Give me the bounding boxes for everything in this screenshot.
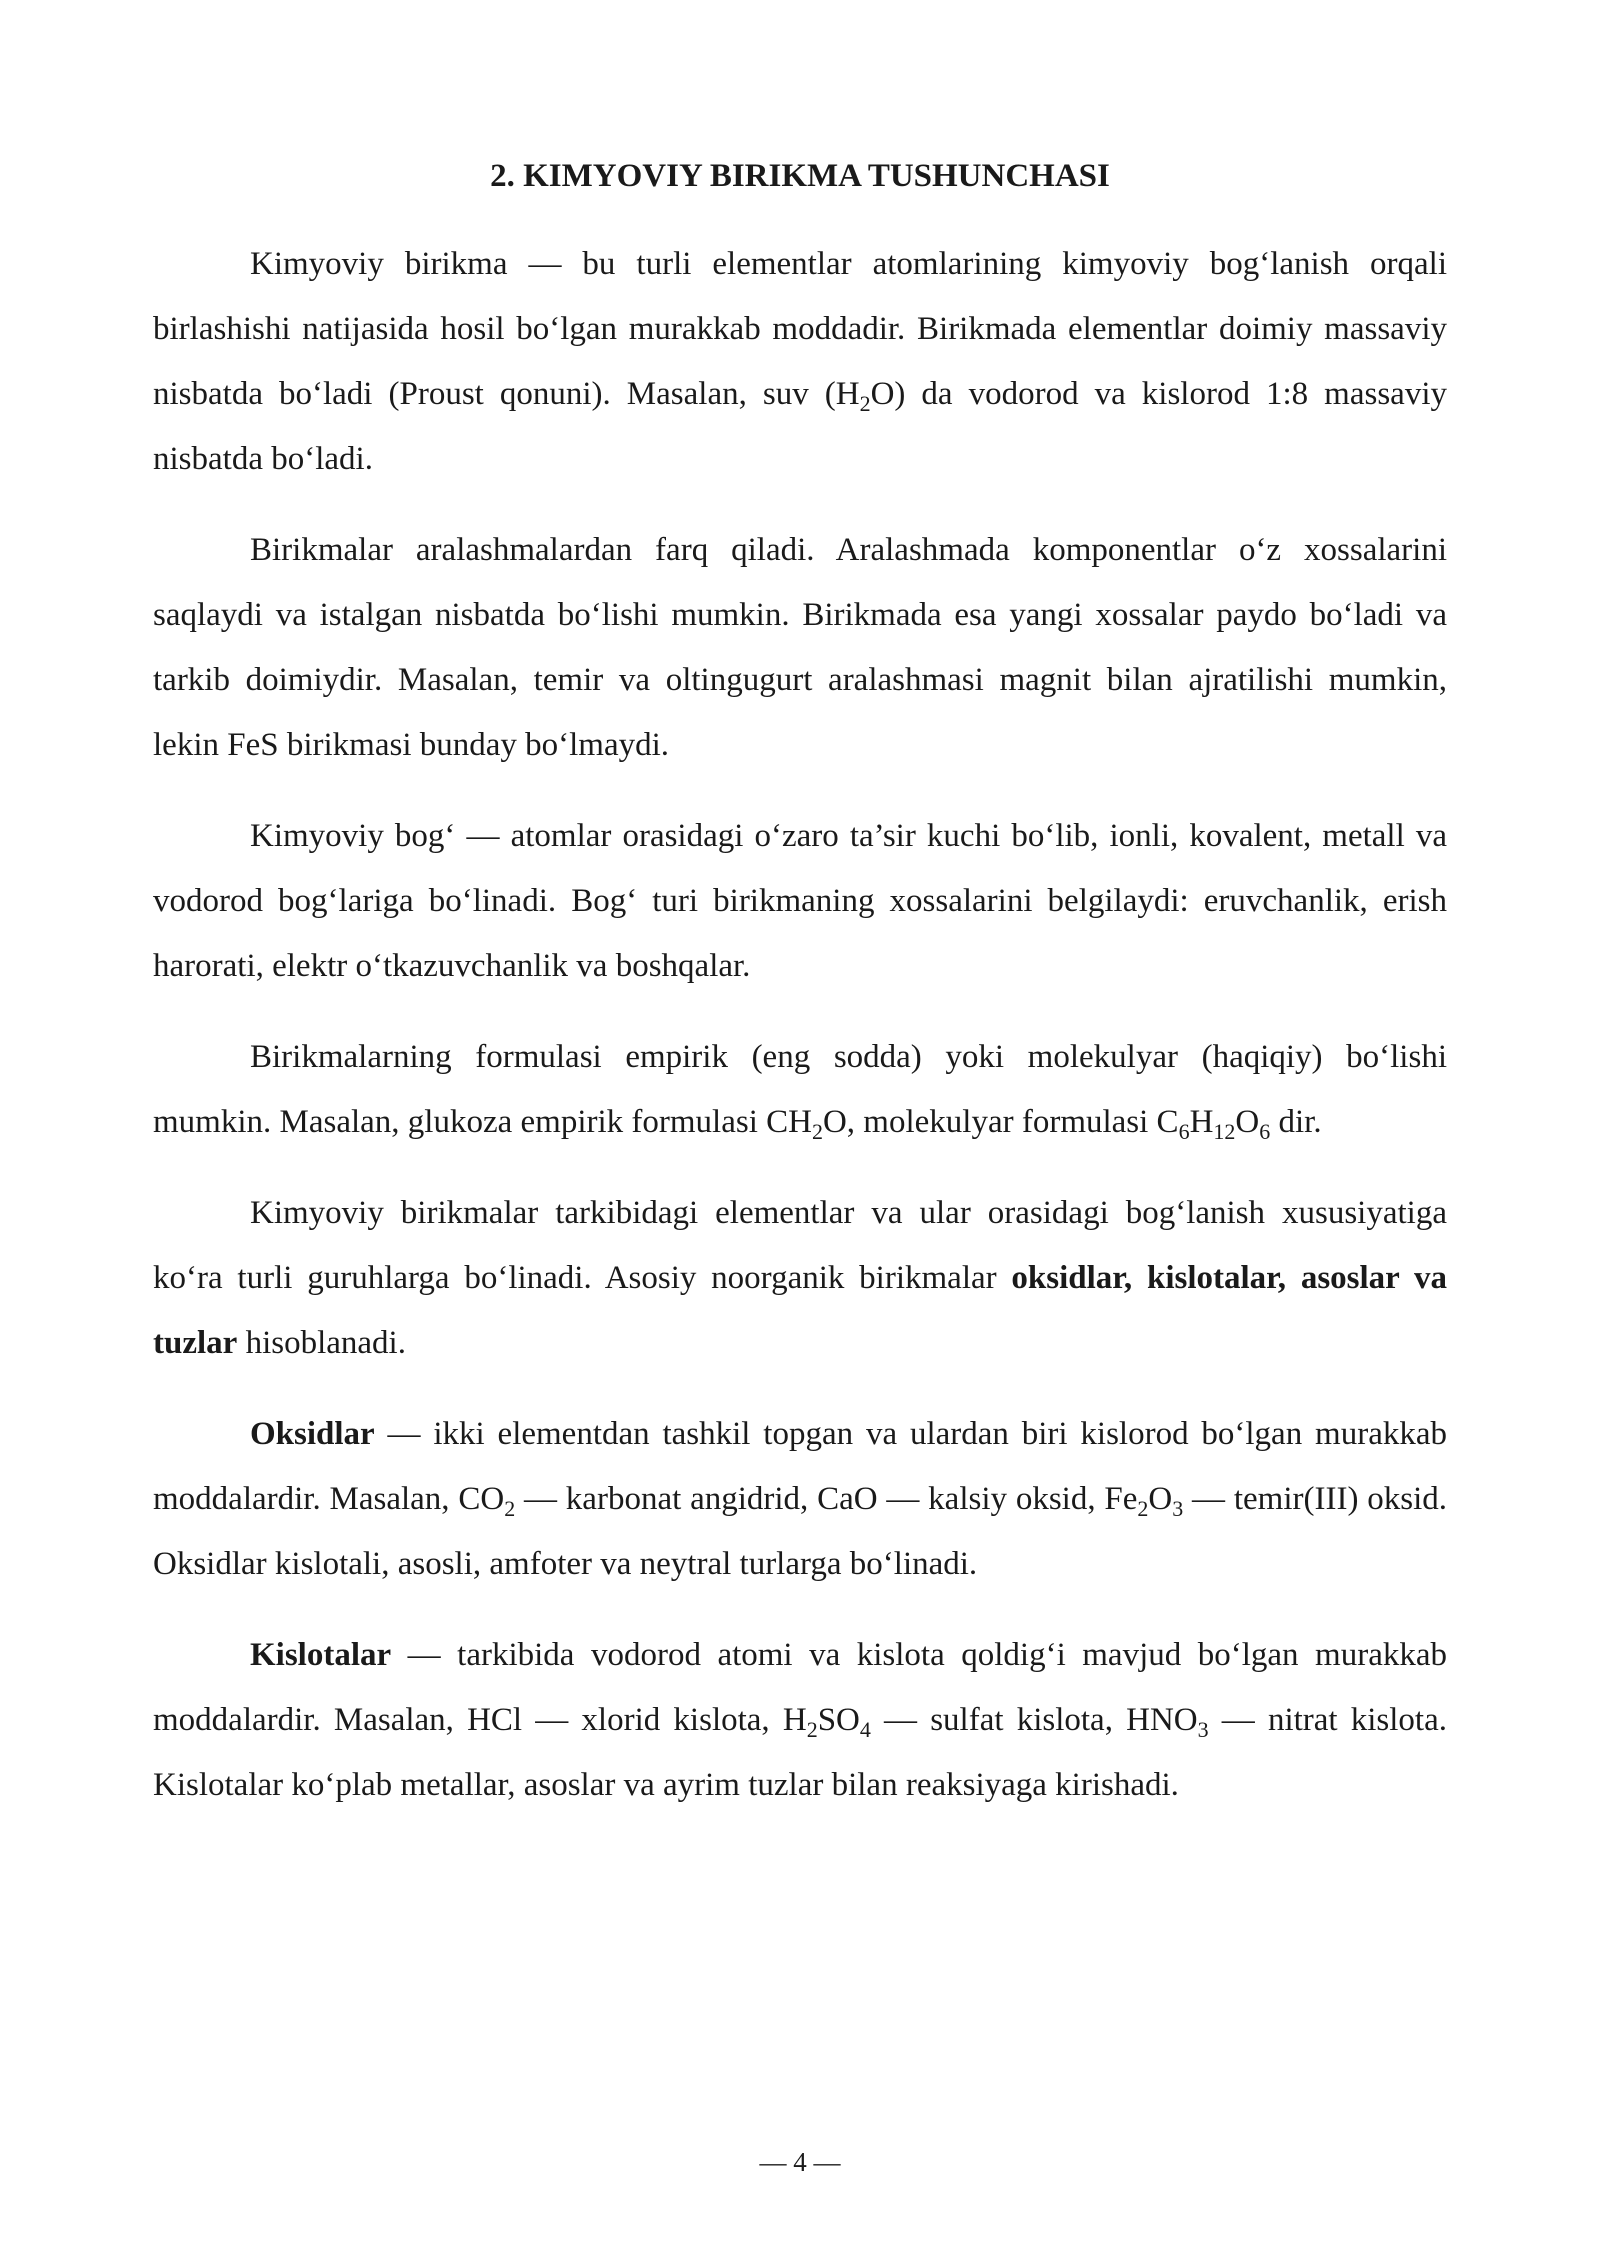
paragraph-compound-definition: Kimyoviy birikma — bu turli elementlar atomlarining kimyoviy bog‘lanish orqali birlashishi natijasida hosil bo‘lgan murakkab moddadir. Birikmada elementlar doimiy massaviy nisbatda bo‘ladi (Proust qonuni). Masalan, suv $(H_2O)$ da vodorod va kislorod 1:8 massaviy nisbatda bo‘ladi. xyxy=(153,246,1447,477)
section-title: 2. KIMYOVIY BIRIKMA TUSHUNCHASI xyxy=(490,158,1110,194)
paragraph-mixtures: Birikmalar aralashmalardan farq qiladi. Aralashmada komponentlar o‘z xossalarini saqlaydi va istalgan nisbatda bo‘lishi mumkin. Birikmada esa yangi xossalar paydo bo‘ladi va tarkib doimiydir. Masalan, temir va oltingugurt aralashmasi magnit bilan ajratilishi mumkin, lekin FeS birikmasi bunday bo‘lmaydi. xyxy=(153,532,1447,763)
paragraph-formulas: Birikmalarning formulasi empirik (eng sodda) yoki molekulyar (haqiqiy) bo‘lishi mumkin. Masalan, glukoza empirik formulasi $CH_2O$, molekulyar formulasi $C_6H_{12}O_6$ dir. xyxy=(153,1039,1447,1144)
paragraph-chemical-bond: Kimyoviy bog‘ — atomlar orasidagi o‘zaro ta’sir kuchi bo‘lib, ionli, kovalent, metall va vodorod bog‘lariga bo‘linadi. Bog‘ turi birikmaning xossalarini belgilaydi: eruvchanlik, erish harorati, elektr o‘tkazuvchanlik va boshqalar. xyxy=(153,818,1447,984)
document-body xyxy=(153,232,1447,1844)
paragraph-classification: Kimyoviy birikmalar tarkibidagi elementlar va ular orasidagi bog‘lanish xususiyatiga ko‘ra turli guruhlarga bo‘linadi. Asosiy noorganik birikmalar oksidlar, kislotalar, asoslar va tuzlar hisoblanadi. xyxy=(153,1195,1448,1361)
paragraph-acids: Kislotalar — tarkibida vodorod atomi va kislota qoldig‘i mavjud bo‘lgan murakkab moddalardir. Masalan, HCl — xlorid kislota, $H_2SO_4$ — sulfat kislota, $HNO_3$ — nitrat kislota. Kislotalar ko‘plab metallar, asoslar va ayrim tuzlar bilan reaksiyaga kirishadi. xyxy=(153,1637,1448,1803)
page-number: — 4 — xyxy=(759,2147,841,2177)
paragraph-oxides: Oksidlar — ikki elementdan tashkil topgan va ulardan biri kislorod bo‘lgan murakkab moddalardir. Masalan, $CO_2$ — karbonat angidrid, CaO — kalsiy oksid, $Fe_2O_3$ — temir(III) oksid. Oksidlar kislotali, asosli, amfoter va neytral turlarga bo‘linadi. xyxy=(153,1416,1447,1582)
